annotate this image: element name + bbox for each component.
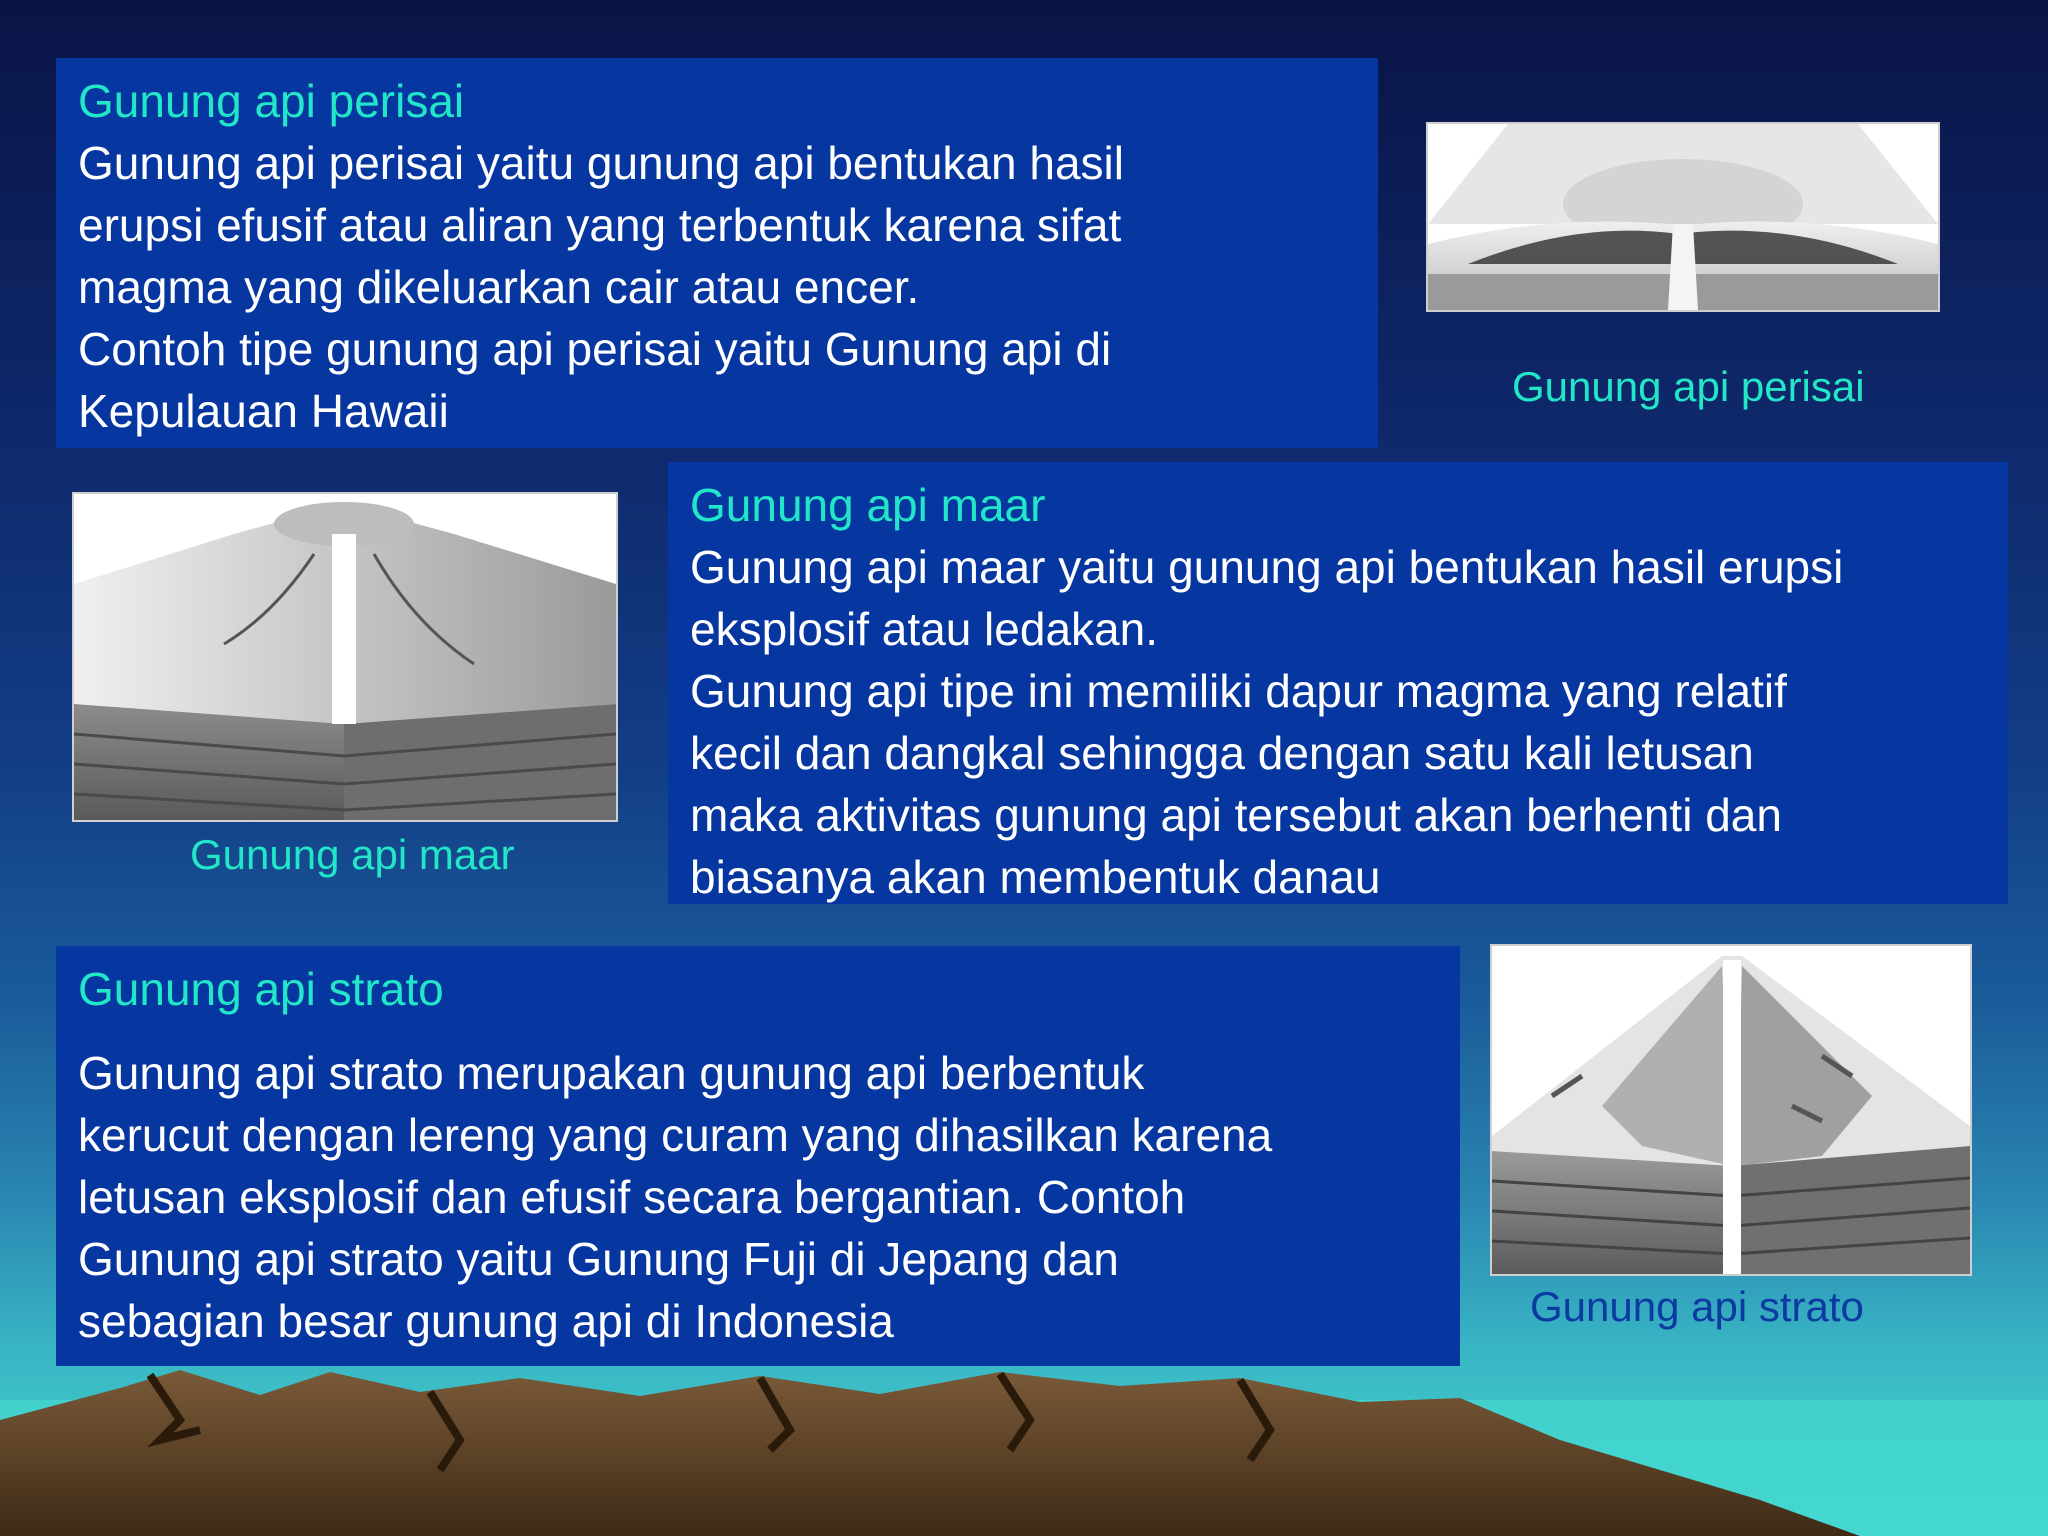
text-maar-volcano: Gunung api maar yaitu gunung api bentukan hasil erupsi eksplosif atau ledakan. Gunung api tipe ini memiliki dapur magma yang relatif kecil dan dangkal sehingga dengan satu kali letusan maka aktivitas gunung api tersebut akan berhenti dan biasanya akan membentuk danau <box>690 541 1844 903</box>
panel-shield-volcano <box>56 58 1378 448</box>
maar-volcano-diagram <box>72 492 618 822</box>
caption-strato-volcano: Gunung api strato <box>1530 1283 1864 1330</box>
heading-maar-volcano: Gunung api maar <box>690 479 1046 531</box>
caption-maar-volcano: Gunung api maar <box>190 831 515 878</box>
panel-maar-volcano <box>668 462 2008 904</box>
text-shield-volcano: Gunung api perisai yaitu gunung api bentukan hasil erupsi efusif atau aliran yang terbentuk karena sifat magma yang dikeluarkan cair atau encer. Contoh tipe gunung api perisai yaitu Gunung api di Kepulauan Hawaii <box>78 137 1124 437</box>
text-strato-volcano: Gunung api strato merupakan gunung api berbentuk kerucut dengan lereng yang curam yang dihasilkan karena letusan eksplosif dan efusif secara bergantian. Contoh Gunung api strato yaitu Gunung Fuji di Jepang dan sebagian besar gunung api di Indonesia <box>78 1047 1273 1347</box>
shield-volcano-diagram <box>1426 122 1940 312</box>
heading-strato-volcano: Gunung api strato <box>78 963 444 1015</box>
panel-strato-volcano <box>56 946 1460 1366</box>
strato-volcano-diagram <box>1490 944 1972 1276</box>
heading-shield-volcano: Gunung api perisai <box>78 75 465 127</box>
caption-shield-volcano: Gunung api perisai <box>1512 363 1865 410</box>
